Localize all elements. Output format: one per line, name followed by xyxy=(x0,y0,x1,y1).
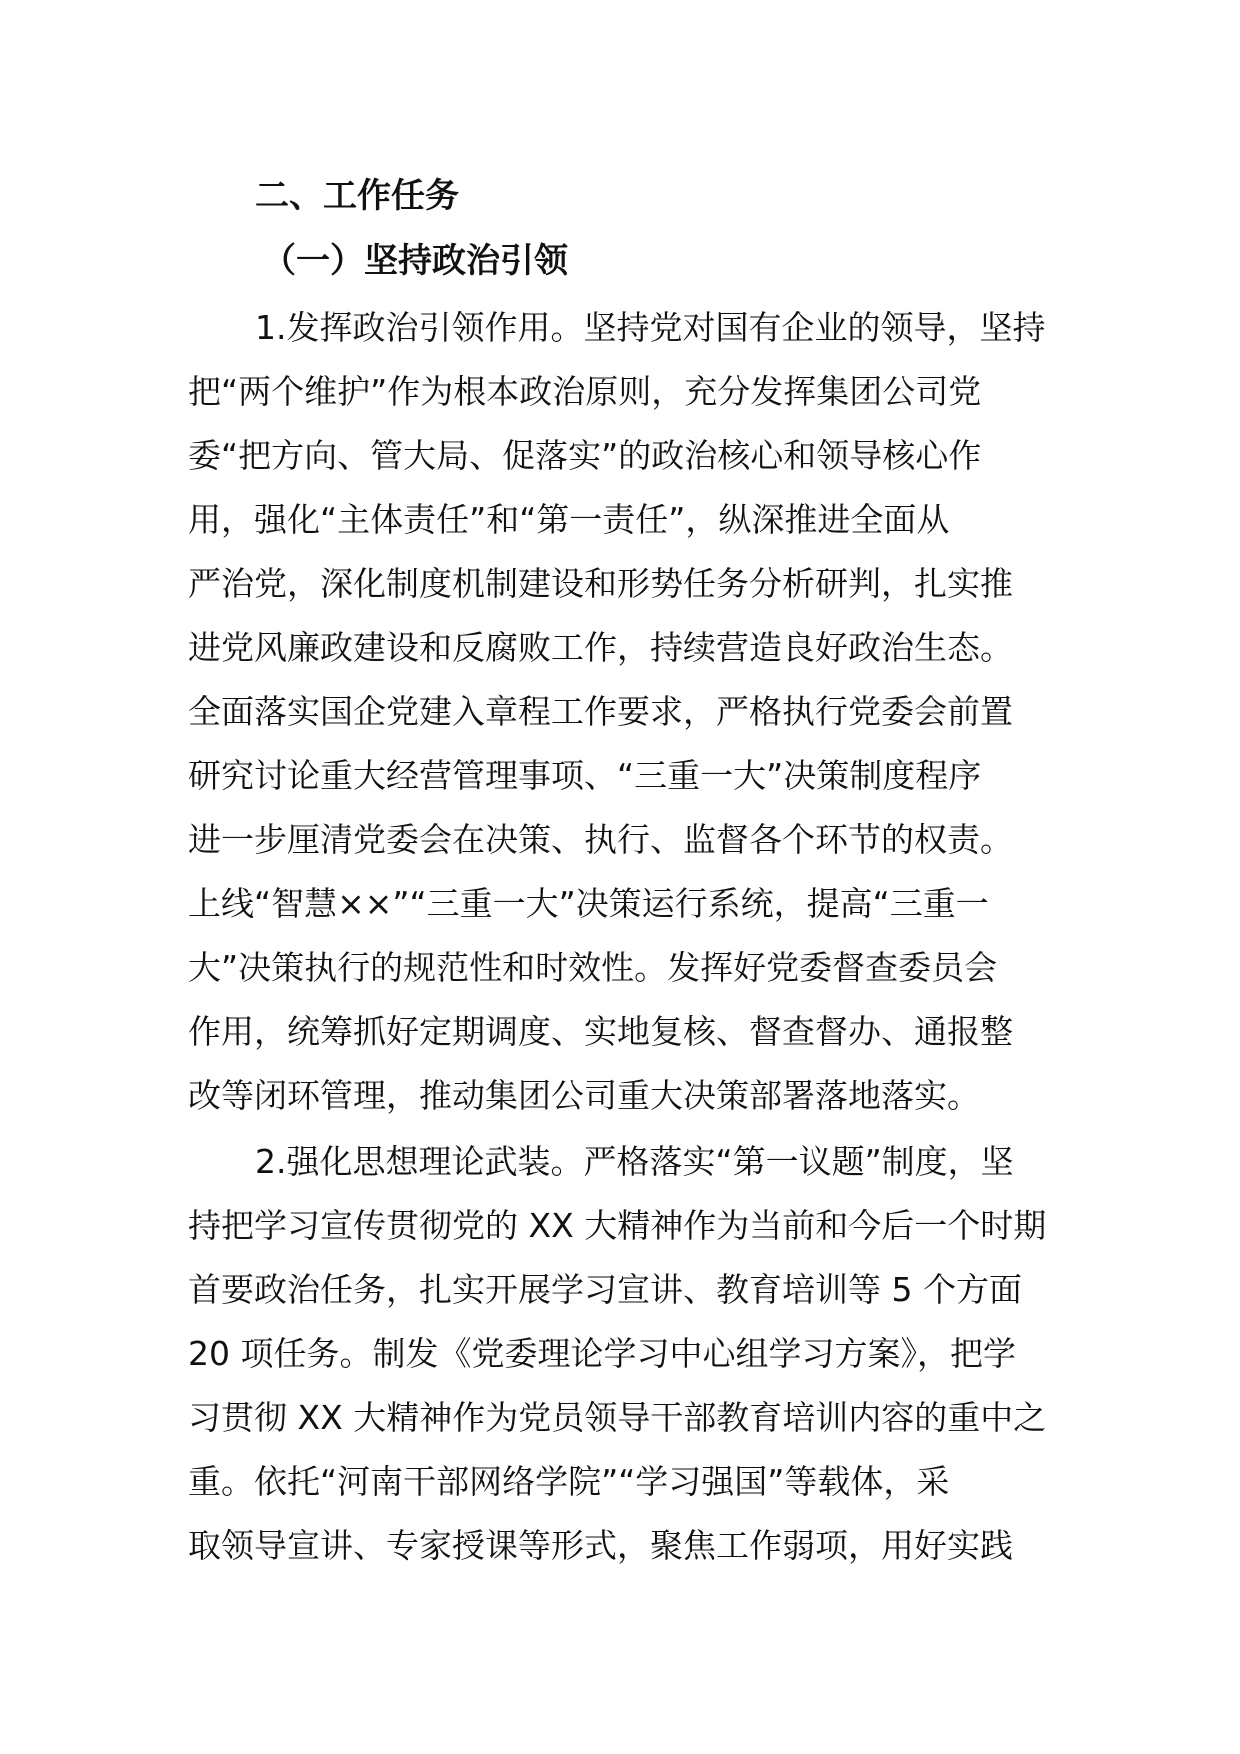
paragraph-2-line: 20 项任务。制发《党委理论学习中心组学习方案》，把学 xyxy=(188,1334,1016,1373)
paragraph-1-line: 进党风廉政建设和反腐败工作，持续营造良好政治生态。 xyxy=(188,628,1013,667)
paragraph-2-line: 重。依托“河南干部网络学院”“学习强国”等载体，采 xyxy=(188,1462,950,1501)
paragraph-2-line: 取领导宣讲、专家授课等形式，聚焦工作弱项，用好实践 xyxy=(188,1526,1013,1565)
paragraph-2-line: 2.强化思想理论武装。严格落实“第一议题”制度，坚 xyxy=(255,1142,1014,1181)
paragraph-1-line: 研究讨论重大经营管理事项、“三重一大”决策制度程序 xyxy=(188,756,982,795)
paragraph-1-line: 用，强化“主体责任”和“第一责任”，纵深推进全面从 xyxy=(188,500,950,539)
paragraph-2-line: 习贯彻 XX 大精神作为党员领导干部教育培训内容的重中之 xyxy=(188,1398,1047,1437)
paragraph-1-line: 作用，统筹抓好定期调度、实地复核、督查督办、通报整 xyxy=(188,1012,1013,1051)
paragraph-1-line: 委“把方向、管大局、促落实”的政治核心和领导核心作 xyxy=(188,436,982,475)
paragraph-1-line: 全面落实国企党建入章程工作要求，严格执行党委会前置 xyxy=(188,692,1013,731)
paragraph-1-line: 把“两个维护”作为根本政治原则，充分发挥集团公司党 xyxy=(188,372,982,411)
paragraph-2-line: 持把学习宣传贯彻党的 XX 大精神作为当前和今后一个时期 xyxy=(188,1206,1047,1245)
section-heading: 二、工作任务 xyxy=(255,176,459,216)
paragraph-2-line: 首要政治任务，扎实开展学习宣讲、教育培训等 5 个方面 xyxy=(188,1270,1022,1309)
paragraph-1-line: 进一步厘清党委会在决策、执行、监督各个环节的权责。 xyxy=(188,820,1013,859)
subsection-heading: （一）坚持政治引领 xyxy=(262,241,568,281)
paragraph-1-line: 1.发挥政治引领作用。坚持党对国有企业的领导，坚持 xyxy=(255,308,1046,347)
paragraph-1-line: 上线“智慧××”“三重一大”决策运行系统，提高“三重一 xyxy=(188,884,989,923)
paragraph-1-line: 大”决策执行的规范性和时效性。发挥好党委督查委员会 xyxy=(188,948,998,987)
paragraph-1-line: 严治党，深化制度机制建设和形势任务分析研判，扎实推 xyxy=(188,564,1013,603)
paragraph-1-line: 改等闭环管理，推动集团公司重大决策部署落地落实。 xyxy=(188,1076,980,1115)
